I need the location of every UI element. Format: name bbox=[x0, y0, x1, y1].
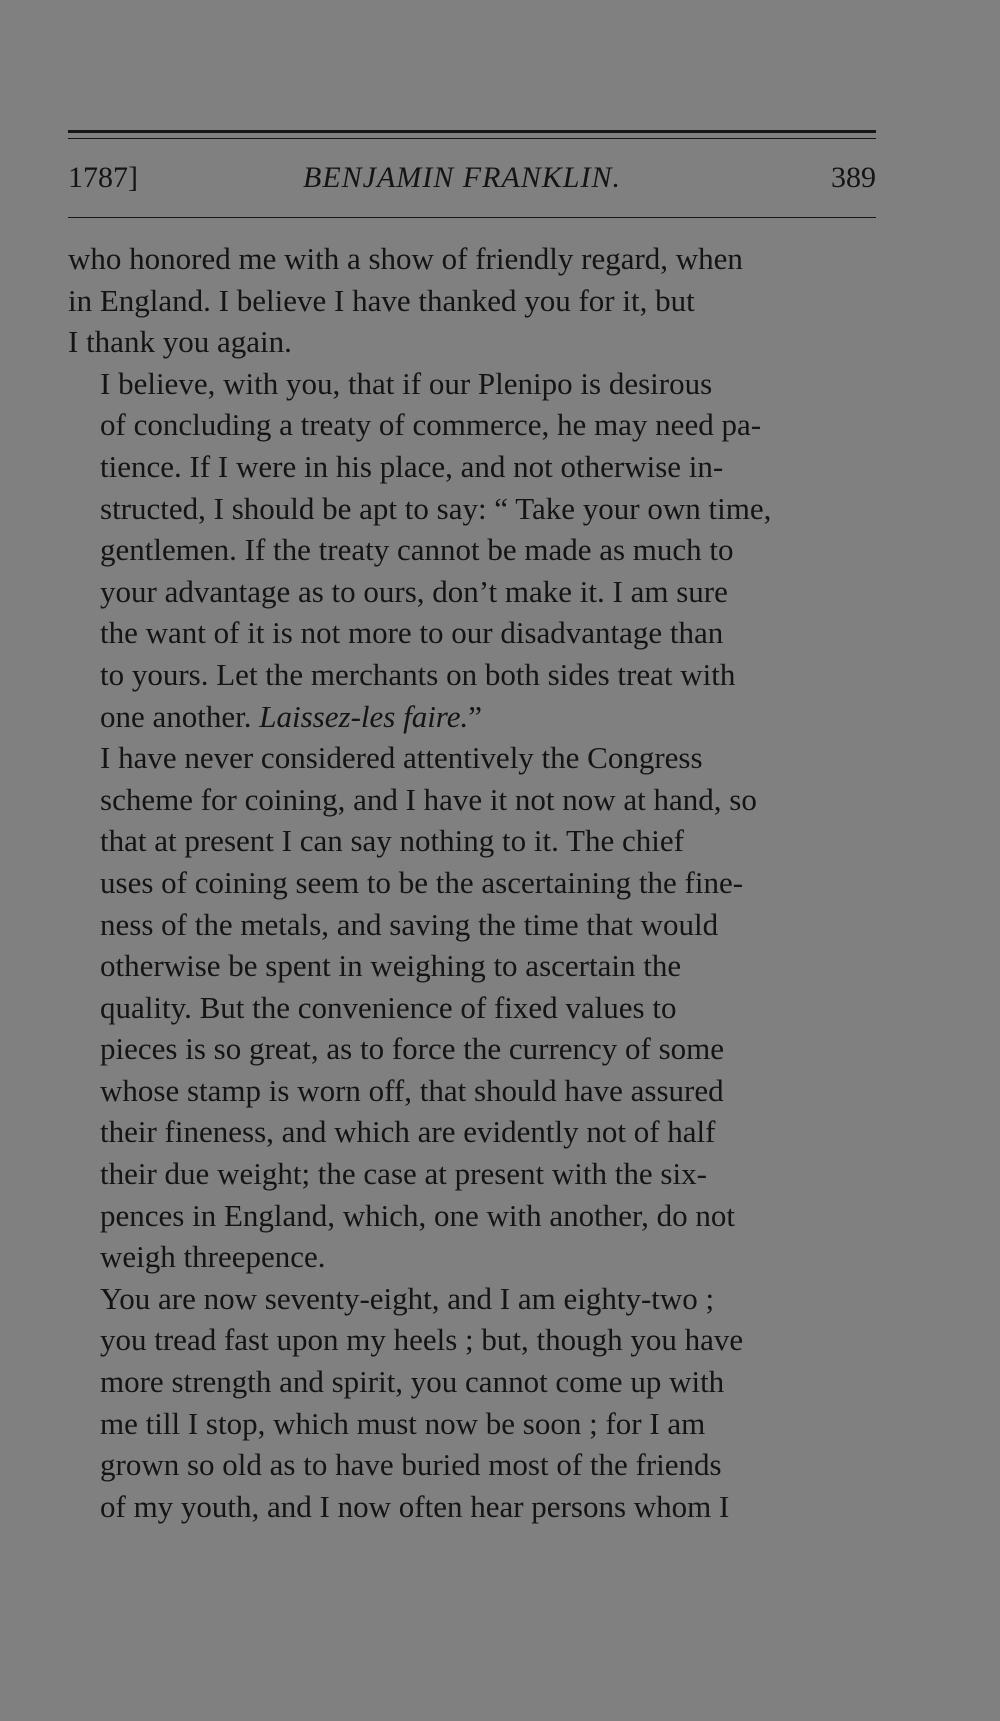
text-line: I have never considered attentively the Congress bbox=[100, 740, 703, 776]
book-page bbox=[68, 130, 876, 1527]
text-line: the want of it is not more to our disadvantage than bbox=[100, 615, 724, 651]
text-line: gentlemen. If the treaty cannot be made as much to bbox=[100, 532, 734, 568]
paragraph-2 bbox=[68, 363, 876, 737]
page-number: 389 bbox=[831, 161, 876, 194]
header-double-rule bbox=[68, 130, 876, 139]
text-line: whose stamp is worn off, that should have assured bbox=[100, 1072, 724, 1108]
text-line: quality. But the convenience of fixed values to bbox=[100, 989, 677, 1025]
text-line: scheme for coining, and I have it not now at hand, so bbox=[100, 781, 757, 817]
running-head bbox=[68, 157, 876, 217]
text-line: more strength and spirit, you cannot come up with bbox=[100, 1364, 725, 1400]
text-line: in England. I believe I have thanked you for it, but bbox=[68, 282, 695, 318]
text-line: of my youth, and I now often hear persons whom I bbox=[100, 1488, 730, 1524]
text-line: pieces is so great, as to force the currency of some bbox=[100, 1031, 725, 1067]
text-line: pences in England, which, one with another, do not bbox=[100, 1197, 735, 1233]
text-line: I thank you again. bbox=[68, 324, 292, 360]
text-line: me till I stop, which must now be soon ; for I am bbox=[100, 1405, 706, 1441]
text-line bbox=[68, 696, 876, 738]
text-line: of concluding a treaty of commerce, he may need pa- bbox=[100, 407, 762, 443]
italic-phrase: Laissez-les faire. bbox=[259, 698, 469, 734]
header-rule bbox=[68, 217, 876, 218]
header-title: BENJAMIN FRANKLIN. bbox=[303, 161, 621, 194]
text-line: tience. If I were in his place, and not otherwise in- bbox=[100, 448, 724, 484]
paragraph-3 bbox=[68, 737, 876, 1278]
text-line: their fineness, and which are evidently not of half bbox=[100, 1114, 716, 1150]
text-line: grown so old as to have buried most of the friends bbox=[100, 1447, 722, 1483]
text-line: you tread fast upon my heels ; but, though you have bbox=[100, 1322, 744, 1358]
text-line: that at present I can say nothing to it. The chief bbox=[100, 823, 684, 859]
text-line: your advantage as to ours, don’t make it. I am sure bbox=[100, 573, 728, 609]
text-fragment: one another. bbox=[100, 698, 260, 734]
text-line: who honored me with a show of friendly regard, when bbox=[68, 241, 743, 276]
text-line: uses of coining seem to be the ascertaining the fine- bbox=[100, 864, 744, 900]
text-line: otherwise be spent in weighing to ascertain the bbox=[100, 948, 682, 984]
header-year: 1787] bbox=[68, 161, 138, 194]
text-line: to yours. Let the merchants on both sides treat with bbox=[100, 656, 736, 692]
paragraph-1 bbox=[68, 238, 876, 363]
text-line: their due weight; the case at present with the six- bbox=[100, 1156, 707, 1192]
text-line: structed, I should be apt to say: “ Take your own time, bbox=[100, 490, 772, 526]
text-line: You are now seventy-eight, and I am eighty-two ; bbox=[100, 1280, 715, 1316]
closing-quote: ” bbox=[468, 698, 482, 734]
text-line: weigh threepence. bbox=[100, 1239, 326, 1275]
text-line: ness of the metals, and saving the time that would bbox=[100, 906, 719, 942]
paragraph-4 bbox=[68, 1278, 876, 1528]
text-line: I believe, with you, that if our Plenipo is desirous bbox=[100, 365, 713, 401]
body-text bbox=[68, 238, 876, 1527]
